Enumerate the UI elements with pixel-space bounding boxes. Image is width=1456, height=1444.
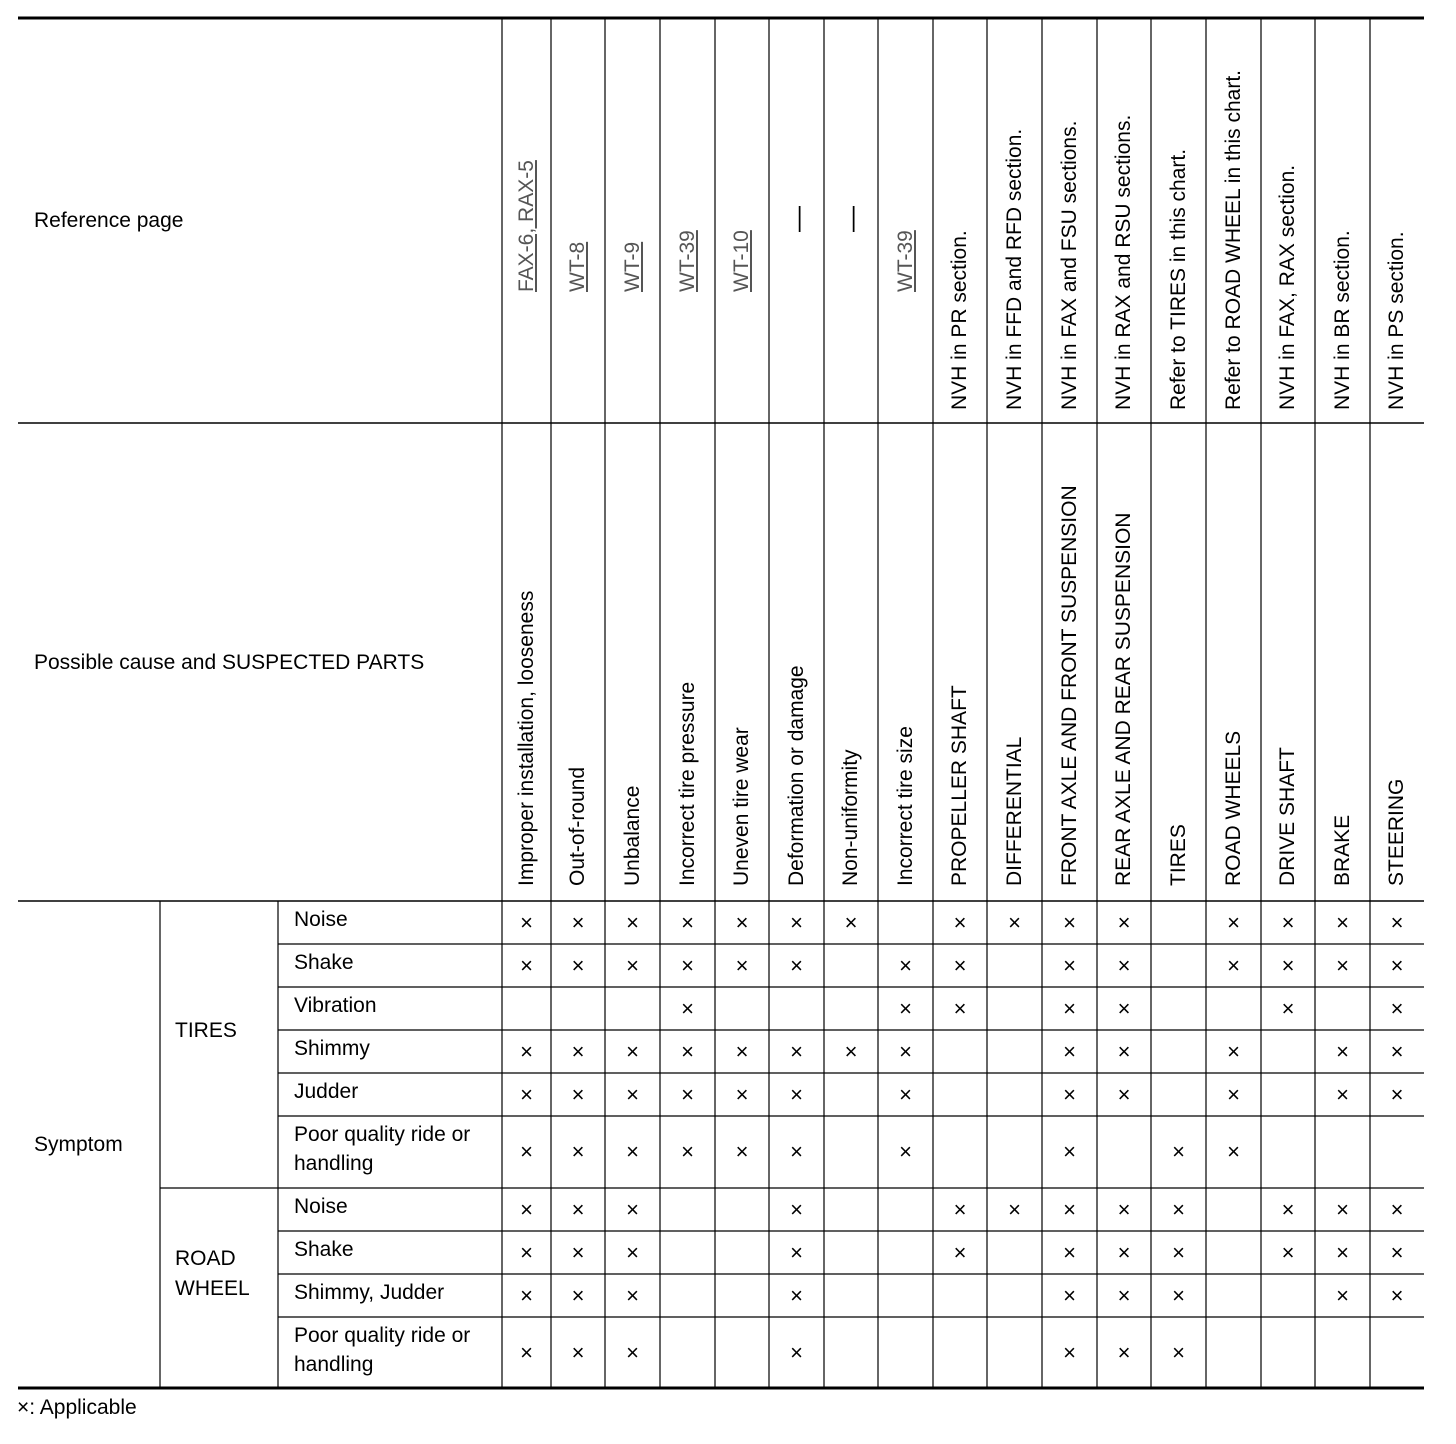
applicable-mark: × [1390, 952, 1404, 978]
applicable-mark: × [790, 1282, 803, 1308]
symptom-row-label: Shake [294, 1238, 354, 1261]
applicable-mark: × [790, 909, 803, 935]
applicable-mark: × [626, 1282, 639, 1308]
cause-header-col-13: TIRES [1166, 824, 1190, 886]
cause-header-col-15: DRIVE SHAFT [1276, 747, 1299, 886]
applicable-mark: × [1227, 909, 1240, 935]
applicable-mark: × [520, 909, 533, 935]
ref-page-col-17: NVH in PS section. [1385, 231, 1408, 410]
applicable-mark: × [790, 1038, 803, 1064]
applicable-mark: × [1117, 1339, 1131, 1365]
applicable-mark: × [1281, 1239, 1295, 1265]
applicable-mark: × [1117, 909, 1131, 935]
applicable-mark: × [571, 952, 585, 978]
applicable-mark: × [1063, 1196, 1076, 1222]
ref-page-col-12: NVH in RAX and RSU sections. [1112, 114, 1135, 410]
cause-header-col-6: Deformation or damage [784, 665, 808, 886]
symptom-row-label: Poor quality ride or handling [294, 1324, 471, 1376]
applicable-mark: × [1390, 995, 1404, 1021]
applicable-mark: × [790, 1196, 803, 1222]
ref-page-col-2[interactable]: WT-8 [566, 241, 589, 292]
cause-header-col-1: Improper installation, looseness [514, 590, 538, 886]
applicable-mark: × [1281, 909, 1295, 935]
applicable-mark: × [1008, 1196, 1021, 1222]
ref-page-col-3[interactable]: WT-9 [620, 241, 644, 292]
applicable-mark: × [1336, 909, 1349, 935]
cause-header-col-5: Uneven tire wear [730, 727, 753, 886]
applicable-mark: × [1063, 952, 1076, 978]
applicable-mark: × [1172, 1339, 1185, 1365]
applicable-mark: × [899, 1081, 912, 1107]
applicable-mark: × [790, 1339, 803, 1365]
cause-header-col-8: Incorrect tire size [893, 726, 917, 886]
applicable-mark: × [1172, 1282, 1185, 1308]
ref-page-col-9: NVH in PR section. [948, 230, 971, 410]
cause-header-col-2: Out-of-round [566, 766, 589, 886]
applicable-mark: × [735, 952, 749, 978]
applicable-mark: × [571, 1038, 585, 1064]
applicable-mark: × [520, 1196, 533, 1222]
applicable-mark: × [626, 1081, 639, 1107]
applicable-mark: × [1063, 909, 1076, 935]
symptom-row-label: Noise [294, 1195, 348, 1218]
applicable-mark: × [1063, 1239, 1076, 1265]
cause-header-col-14: ROAD WHEELS [1221, 730, 1245, 886]
applicable-mark: × [735, 1038, 749, 1064]
footnote-applicable: ×: Applicable [17, 1396, 137, 1419]
applicable-mark: × [1063, 1081, 1076, 1107]
applicable-mark: × [1063, 1339, 1076, 1365]
applicable-mark: × [1227, 1139, 1240, 1164]
applicable-mark: × [626, 952, 639, 978]
applicable-mark: × [1008, 909, 1021, 935]
applicable-mark: × [1117, 1081, 1131, 1107]
applicable-mark: × [844, 1038, 858, 1064]
reference-page-label [18, 18, 502, 423]
applicable-mark: × [520, 1282, 533, 1308]
symptom-row-label: Judder [294, 1080, 359, 1103]
cause-header-col-3: Unbalance [620, 785, 644, 886]
ref-page-col-6: — [781, 206, 812, 232]
applicable-mark: × [520, 1239, 533, 1265]
ref-page-col-13: Refer to TIRES in this chart. [1166, 148, 1190, 410]
applicable-mark: × [899, 1038, 912, 1064]
symptom-row-label: Vibration [294, 994, 377, 1017]
applicable-mark: × [681, 1139, 694, 1164]
applicable-mark: × [681, 1081, 694, 1107]
applicable-mark: × [571, 1282, 585, 1308]
applicable-mark: × [681, 952, 694, 978]
applicable-mark: × [520, 1139, 533, 1164]
applicable-mark: × [1390, 1282, 1404, 1308]
applicable-mark: × [844, 909, 858, 935]
cause-header-col-17: STEERING [1385, 778, 1408, 886]
applicable-mark: × [1390, 1239, 1404, 1265]
ref-page-col-10: NVH in FFD and RFD section. [1002, 128, 1026, 410]
applicable-mark: × [1063, 1139, 1076, 1164]
applicable-mark: × [1227, 1081, 1240, 1107]
applicable-mark: × [626, 1038, 639, 1064]
ref-page-col-11: NVH in FAX and FSU sections. [1057, 120, 1081, 410]
applicable-mark: × [681, 1038, 694, 1064]
applicable-mark: × [1390, 1038, 1404, 1064]
possible-cause-label [18, 423, 502, 901]
applicable-mark: × [953, 1196, 967, 1222]
applicable-mark: × [953, 995, 967, 1021]
applicable-mark: × [790, 1139, 803, 1164]
applicable-mark: × [1336, 1081, 1349, 1107]
symptom-label [18, 901, 160, 1388]
applicable-mark: × [571, 1196, 585, 1222]
ref-page-col-5[interactable]: WT-10 [730, 230, 753, 292]
possible-cause-text: Possible cause and SUSPECTED PARTS [34, 650, 425, 674]
applicable-mark: × [1336, 1239, 1349, 1265]
applicable-mark: × [1172, 1139, 1185, 1164]
applicable-mark: × [735, 1139, 749, 1164]
cause-header-col-4: Incorrect tire pressure [675, 681, 699, 886]
applicable-mark: × [571, 1139, 585, 1164]
cause-header-col-7: Non-uniformity [839, 749, 862, 886]
applicable-mark: × [790, 1081, 803, 1107]
cause-header-col-16: BRAKE [1330, 814, 1354, 886]
applicable-mark: × [1336, 1196, 1349, 1222]
applicable-mark: × [1281, 1196, 1295, 1222]
applicable-mark: × [953, 952, 967, 978]
ref-page-col-7: — [836, 206, 866, 232]
applicable-mark: × [1117, 952, 1131, 978]
cause-header-col-9: PROPELLER SHAFT [948, 685, 971, 886]
applicable-mark: × [520, 1081, 533, 1107]
applicable-mark: × [626, 1139, 639, 1164]
applicable-mark: × [1063, 995, 1076, 1021]
applicable-mark: × [1227, 1038, 1240, 1064]
symptom-row-label: Shimmy, Judder [294, 1281, 445, 1304]
applicable-mark: × [1336, 1282, 1349, 1308]
applicable-mark: × [681, 909, 694, 935]
applicable-mark: × [1227, 952, 1240, 978]
applicable-mark: × [1172, 1239, 1185, 1265]
applicable-mark: × [571, 1339, 585, 1365]
symptom-group-label: TIRES [175, 1018, 237, 1042]
applicable-mark: × [735, 1081, 749, 1107]
applicable-mark: × [626, 1196, 639, 1222]
applicable-mark: × [1281, 995, 1295, 1021]
applicable-mark: × [681, 995, 694, 1021]
applicable-mark: × [626, 1339, 639, 1365]
ref-page-col-16: NVH in BR section. [1330, 230, 1354, 410]
applicable-mark: × [520, 952, 533, 978]
applicable-mark: × [1336, 952, 1349, 978]
ref-page-col-4[interactable]: WT-39 [675, 230, 699, 292]
applicable-mark: × [953, 909, 967, 935]
symptom-row-label: Shake [294, 951, 354, 974]
applicable-mark: × [1390, 1081, 1404, 1107]
ref-page-col-1[interactable]: FAX-6, RAX-5 [514, 160, 538, 292]
ref-page-col-15: NVH in FAX, RAX section. [1276, 164, 1299, 410]
applicable-mark: × [790, 1239, 803, 1265]
applicable-mark: × [1172, 1196, 1185, 1222]
applicable-mark: × [1390, 909, 1404, 935]
applicable-mark: × [735, 909, 749, 935]
applicable-mark: × [899, 952, 912, 978]
applicable-mark: × [1117, 995, 1131, 1021]
applicable-mark: × [571, 1081, 585, 1107]
symptom-row-label: Poor quality ride or handling [294, 1123, 471, 1175]
applicable-mark: × [1117, 1038, 1131, 1064]
applicable-mark: × [1281, 952, 1295, 978]
applicable-mark: × [790, 952, 803, 978]
symptom-group-label: ROAD WHEEL [175, 1247, 250, 1300]
applicable-mark: × [626, 909, 639, 935]
applicable-mark: × [626, 1239, 639, 1265]
applicable-mark: × [520, 1339, 533, 1365]
applicable-mark: × [1336, 1038, 1349, 1064]
applicable-mark: × [520, 1038, 533, 1064]
applicable-mark: × [1117, 1282, 1131, 1308]
symptom-row-label: Noise [294, 908, 348, 931]
symptom-row-label: Shimmy [294, 1037, 370, 1060]
applicable-mark: × [953, 1239, 967, 1265]
applicable-mark: × [571, 909, 585, 935]
applicable-mark: × [1063, 1282, 1076, 1308]
applicable-mark: × [1117, 1239, 1131, 1265]
applicable-mark: × [1063, 1038, 1076, 1064]
ref-page-col-8[interactable]: WT-39 [893, 230, 917, 292]
applicable-mark: × [1390, 1196, 1404, 1222]
ref-page-col-14: Refer to ROAD WHEEL in this chart. [1221, 70, 1245, 410]
cause-header-col-10: DIFFERENTIAL [1002, 736, 1026, 886]
reference-page-text: Reference page [34, 209, 184, 232]
applicable-mark: × [571, 1239, 585, 1265]
applicable-mark: × [899, 995, 912, 1021]
cause-header-col-12: REAR AXLE AND REAR SUSPENSION [1112, 512, 1135, 886]
applicable-mark: × [899, 1139, 912, 1164]
applicable-mark: × [1117, 1196, 1131, 1222]
cause-header-col-11: FRONT AXLE AND FRONT SUSPENSION [1057, 485, 1081, 886]
symptom-text: Symptom [34, 1133, 123, 1156]
